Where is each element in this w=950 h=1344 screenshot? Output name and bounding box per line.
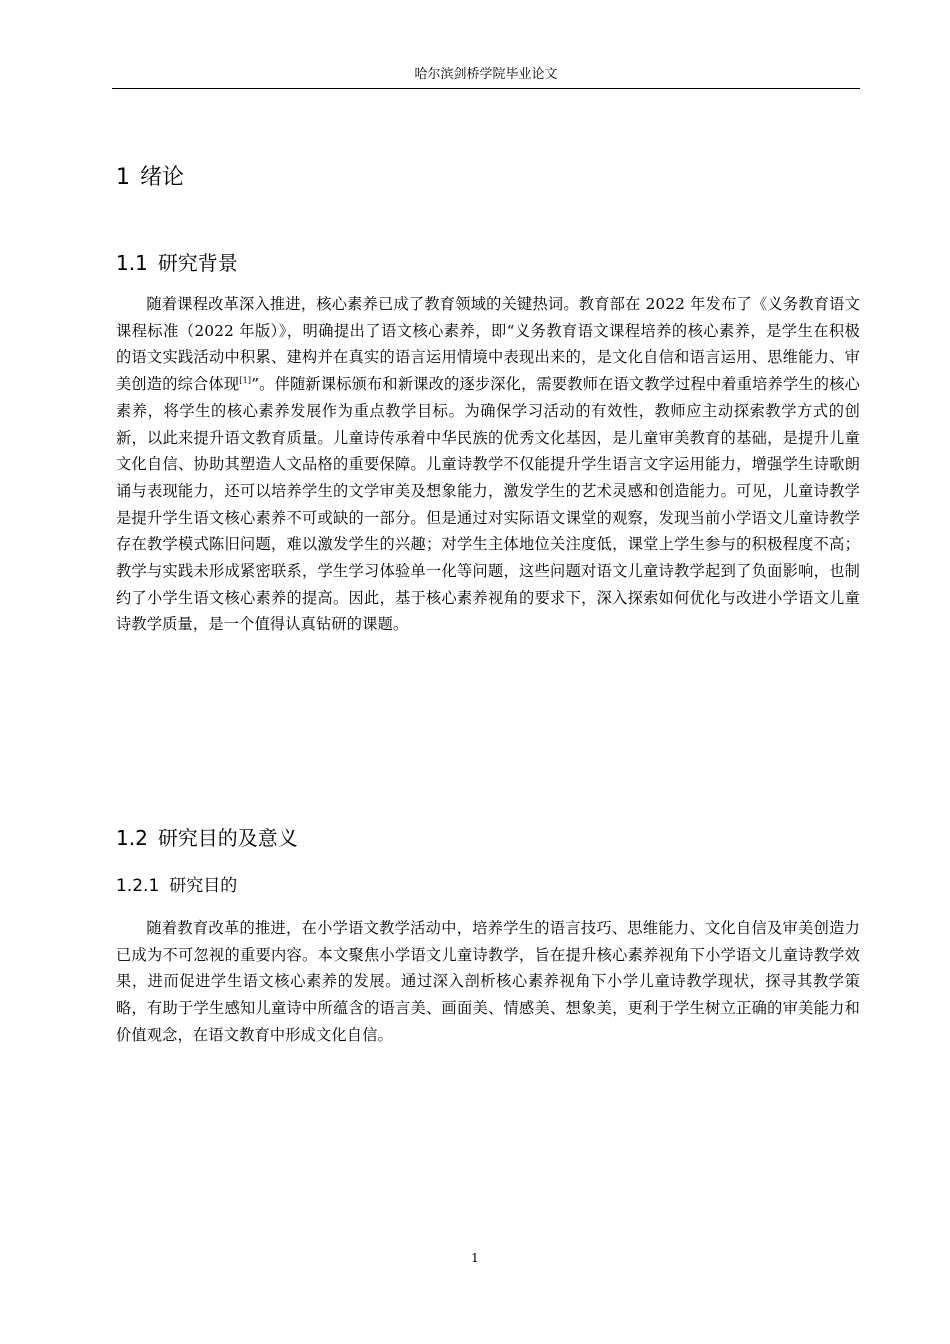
- section-heading-purpose-and-significance: [116, 824, 298, 852]
- paragraph-text: 随着课程改革深入推进，核心素养已成了教育领域的关键热词。教育部在 2022 年发布了《义务教育语文课程标准（2022 年版）》，明确提出了语文核心素养，即“义务教育语文课程培养的核心素养，是学生在积极的语文实践活动中积累、建构并在真实的语言运用情境中表现出来的，是文化自信和语言运用、思维能力、审美创造的综合体现: [116, 295, 860, 394]
- subsection-title: 研究目的: [169, 876, 238, 896]
- paragraph-text: ”。伴随新课标颁布和新课改的逐步深化，需要教师在语文教学过程中着重培养学生的核心素养，将学生的核心素养发展作为重点教学目标。为确保学习活动的有效性，教师应主动探索教学方式的创新，以此来提升语文教育质量。儿童诗传承着中华民族的优秀文化基因，是儿童审美教育的基础，是提升儿童文化自信、协助其塑造人文品格的重要保障。儿童诗教学不仅能提升学生语言文字运用能力，增强学生诗歌朗诵与表现能力，还可以培养学生的文学审美及想象能力，激发学生的艺术灵感和创造能力。可见，儿童诗教学是提升学生语文核心素养不可或缺的一部分。但是通过对实际语文课堂的观察，发现当前小学语文儿童诗教学存在教学模式陈旧问题，难以激发学生的兴趣；对学生主体地位关注度低，课堂上学生参与的积极程度不高；教学与实践未形成紧密联系，学生学习体验单一化等问题，这些问题对语文儿童诗教学起到了负面影响，也制约了小学生语文核心素养的提高。因此，基于核心素养视角的要求下，深入探索如何优化与改进小学语文儿童诗教学质量，是一个值得认真钻研的课题。: [116, 375, 860, 634]
- citation-reference: [1]: [239, 376, 252, 386]
- chapter-title: 绪论: [140, 165, 185, 190]
- header-title: 哈尔滨剑桥学院毕业论文: [414, 67, 558, 82]
- page-number: 1: [471, 1251, 479, 1265]
- subsection-heading-research-purpose: [116, 874, 237, 898]
- paragraph-research-background: [116, 291, 860, 638]
- section-number: 1.2: [116, 826, 148, 850]
- section-heading-research-background: [116, 249, 238, 277]
- section-title: 研究背景: [157, 251, 238, 275]
- section-title: 研究目的及意义: [157, 826, 298, 850]
- subsection-number: 1.2.1: [116, 876, 160, 896]
- section-number: 1.1: [116, 251, 148, 275]
- paragraph-text: 随着教育改革的推进，在小学语文教学活动中，培养学生的语言技巧、思维能力、文化自信及审美创造力已成为不可忽视的重要内容。本文聚焦小学语文儿童诗教学，旨在提升核心素养视角下小学语文儿童诗教学效果，进而促进学生语文核心素养的发展。通过深入剖析核心素养视角下小学儿童诗教学现状，探寻其教学策略，有助于学生感知儿童诗中所蕴含的语言美、画面美、情感美、想象美，更利于学生树立正确的审美能力和价值观念，在语文教育中形成文化自信。: [116, 919, 860, 1044]
- page-header: [112, 66, 860, 89]
- paragraph-research-purpose: [116, 915, 860, 1049]
- chapter-heading: [116, 162, 184, 194]
- chapter-number: 1: [116, 165, 130, 190]
